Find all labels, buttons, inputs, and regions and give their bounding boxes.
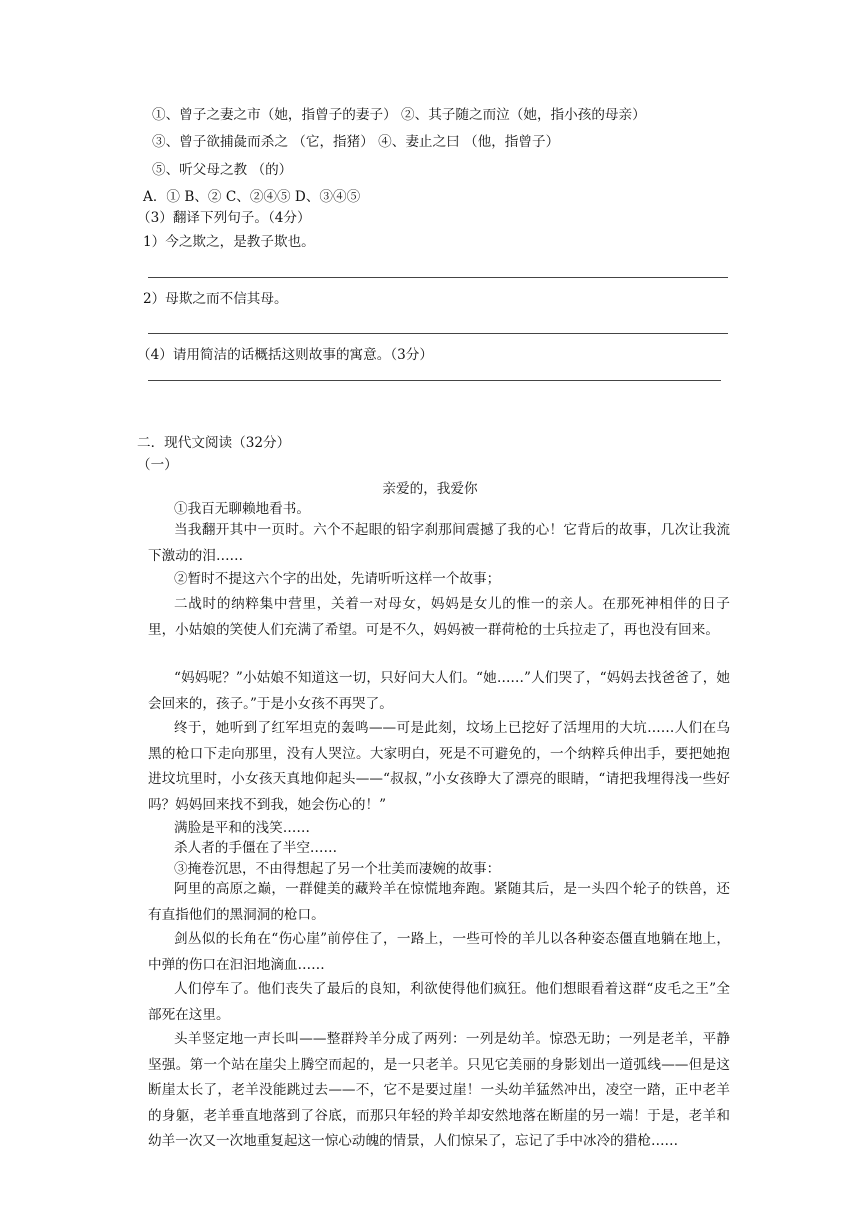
passage-title: 亲爱的，我爱你 xyxy=(382,481,478,497)
paragraph-10: 阿里的高原之巅，一群健美的藏羚羊在惊慌地奔跑。紧随其后，是一头四个轮子的铁兽，还有直指他们的黑洞洞的枪口。 xyxy=(148,881,730,923)
paragraph-11: 剑丛似的长角在“伤心崖”前停住了，一路上，一些可怜的羊儿以各种姿态僵直地躺在地上，中弹的伤口在汩汩地滴血…… xyxy=(148,931,730,973)
paragraph-3: ②暂时不提这六个字的出处，先请听听这样一个故事； xyxy=(174,571,501,587)
answer-line-1[interactable] xyxy=(148,277,728,278)
paragraph-9: ③掩卷沉思，不由得想起了另一个壮美而凄婉的故事： xyxy=(174,861,501,877)
answer-line-2[interactable] xyxy=(148,333,728,334)
paragraph-4: 二战时的纳粹集中营里，关着一对母女，妈妈是女儿的惟一的亲人。在那死神相伴的日子里，小姑娘的笑使人们充满了希望。可是不久，妈妈被一群荷枪的士兵拉走了，再也没有回来。 xyxy=(148,596,730,638)
paragraph-2: 当我翻开其中一页时。六个不起眼的铅字刹那间震撼了我的心！它背后的故事，几次让我流下激动的泪…… xyxy=(148,522,730,564)
q2-options: A．① B、② C、②④⑤ D、③④⑤ xyxy=(143,189,361,205)
q4-heading: （4）请用简洁的话概括这则故事的寓意。（3分） xyxy=(137,347,433,363)
paragraph-12: 人们停车了。他们丧失了最后的良知，利欲使得他们疯狂。他们想眼看着这群“皮毛之王”全部死在这里。 xyxy=(148,981,730,1023)
q3-sentence-2: 2）母欺之而不信其母。 xyxy=(143,291,288,307)
paragraph-8: 杀人者的手僵在了半空…… xyxy=(174,840,338,856)
paragraph-13: 头羊竖定地一声长叫——整群羚羊分成了两列：一列是幼羊。惊恐无助；一列是老羊，平静坚强。第一个站在崖尖上腾空而起的，是一只老羊。只见它美丽的身影划出一道弧线——但是这断崖太长了，老羊没能跳过去——不，它不是要过崖！一头幼羊猛然冲出，凌空一踏，正中老羊的身躯，老羊垂直地落到了谷底，而那只年轻的羚羊却安然地落在断崖的另一端！于是，老羊和幼羊一次又一次地重复起这一惊心动魄的情景，人们惊呆了，忘记了手中冰冷的猎枪…… xyxy=(148,1031,730,1149)
section-subheading: （一） xyxy=(137,457,178,473)
paragraph-5: “妈妈呢？”小姑娘不知道这一切，只好问大人们。“她……”人们哭了，“妈妈去找爸爸了，她会回来的，孩子。”于是小女孩不再哭了。 xyxy=(148,670,730,712)
answer-line-3[interactable] xyxy=(148,380,721,381)
q3-heading: （3）翻译下列句子。（4分） xyxy=(137,210,311,226)
q2-line-1: ①、曾子之妻之市（她，指曾子的妻子） ②、其子随之而泣（她，指小孩的母亲） xyxy=(152,107,646,123)
paragraph-1: ①我百无聊赖地看书。 xyxy=(174,501,310,517)
q3-sentence-1: 1）今之欺之，是教子欺也。 xyxy=(143,234,315,250)
q2-line-3: ⑤、听父母之教 （的） xyxy=(152,162,293,178)
paragraph-7: 满脸是平和的浅笑…… xyxy=(174,820,310,836)
paragraph-6: 终于，她听到了红军坦克的轰鸣——可是此刻，坟场上已挖好了活埋用的大坑……人们在乌黑的枪口下走向那里，没有人哭泣。大家明白，死是不可避免的，一个纳粹兵伸出手，要把她抱进坟坑里时，小女孩天真地仰起头——“叔叔，”小女孩睁大了漂亮的眼睛，“请把我埋得浅一些好吗？妈妈回来找不到我，她会伤心的！” xyxy=(148,720,730,813)
section-heading: 二．现代文阅读（32分） xyxy=(137,435,291,451)
q2-line-2: ③、曾子欲捕彘而杀之 （它，指猪） ④、妻止之曰 （他，指曾子） xyxy=(152,134,560,150)
